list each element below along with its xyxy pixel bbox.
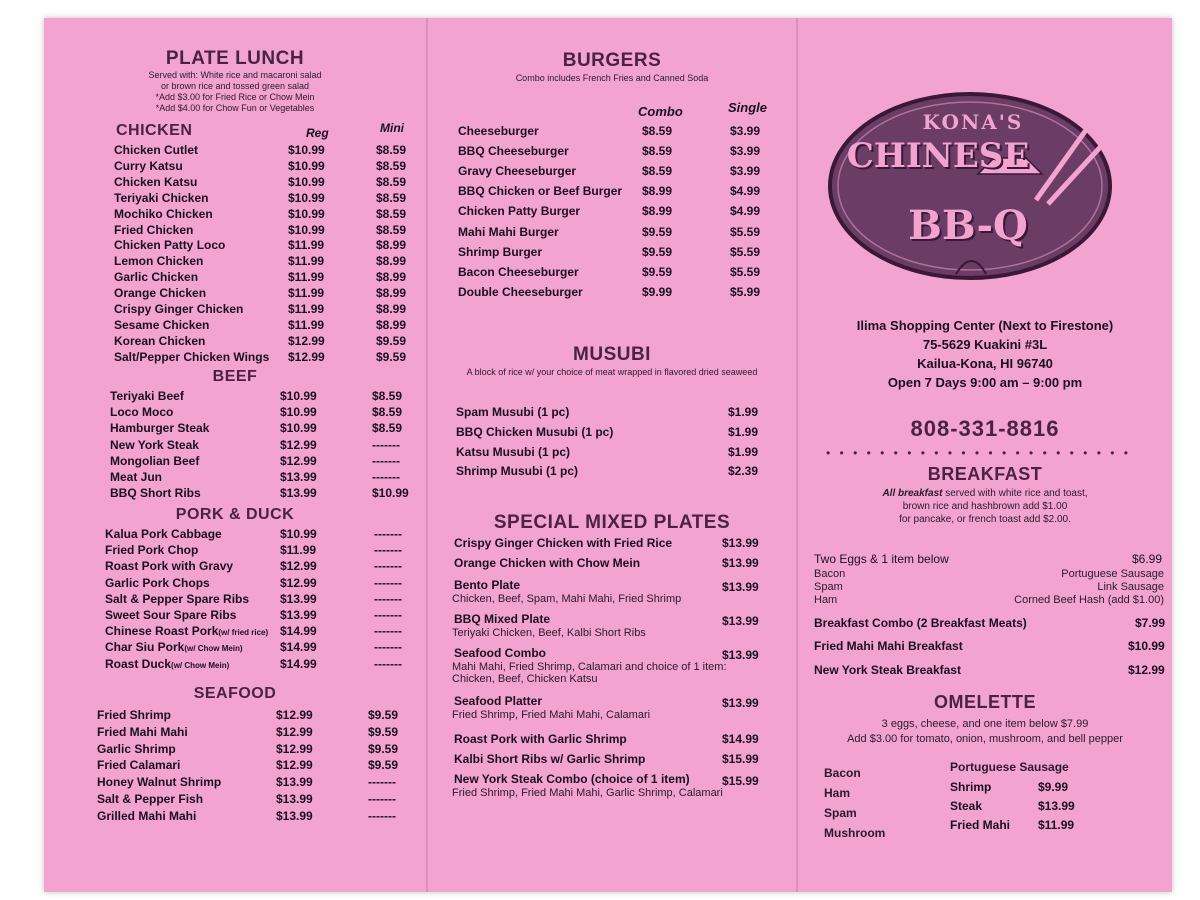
beef-row — [44, 454, 426, 470]
omelette-row — [798, 799, 1172, 815]
breakfast-price: $10.99 — [1128, 639, 1165, 653]
omelette-option: Portuguese Sausage — [950, 760, 1069, 774]
item-description: Chicken, Beef, Spam, Mahi Mahi, Fried Shrimp — [452, 593, 682, 605]
reg-price: $13.99 — [276, 775, 313, 790]
info-panel — [798, 18, 1172, 892]
item-name: Crispy Ginger Chicken with Fried Rice — [454, 536, 673, 550]
burger-row — [428, 124, 796, 140]
reg-price: $11.99 — [288, 238, 325, 253]
combo-price: $9.59 — [642, 244, 673, 259]
mixed-price: $13.99 — [722, 696, 759, 710]
reg-price: $12.99 — [276, 758, 313, 773]
breakfast-price: $12.99 — [1128, 663, 1165, 677]
item-name: Garlic Shrimp — [97, 741, 176, 756]
mini-price: $9.59 — [368, 724, 399, 739]
musubi-price: $2.39 — [728, 464, 759, 479]
reg-price: $12.99 — [280, 559, 317, 574]
reg-price: $13.99 — [280, 591, 317, 606]
single-price: $5.59 — [730, 224, 761, 239]
pork-duck-row — [44, 657, 426, 673]
mixed-price: $15.99 — [722, 774, 759, 788]
mini-price: $9.59 — [368, 741, 399, 756]
combo-price: $8.99 — [642, 204, 673, 219]
mixed-price: $13.99 — [722, 614, 759, 628]
mini-price: ------- — [368, 792, 396, 806]
chicken-title: CHICKEN — [116, 122, 193, 139]
reg-price: $13.99 — [280, 470, 317, 484]
item-name: Seafood Platter — [454, 694, 543, 708]
combo-price: $8.59 — [642, 124, 673, 138]
burger-row — [428, 225, 796, 241]
item-name: Garlic Chicken — [114, 270, 199, 285]
pork-duck-title: PORK & DUCK — [175, 506, 295, 523]
omelette-price: $13.99 — [1038, 799, 1075, 813]
reg-price: $14.99 — [280, 656, 317, 671]
item-note: (w/ fried rice) — [218, 628, 269, 638]
mixed-plate-row — [428, 578, 796, 594]
item-name: Shrimp Burger — [458, 244, 543, 259]
item-name: Roast Pork with Gravy — [105, 559, 234, 574]
item-name: BBQ Cheeseburger — [458, 144, 569, 159]
pork-duck-row — [44, 640, 426, 656]
mini-price: $8.59 — [376, 190, 407, 205]
chicken-row — [44, 334, 426, 350]
chicken-row — [44, 318, 426, 334]
item-name: Fried Pork Chop — [105, 543, 199, 558]
mini-price: ------- — [374, 656, 402, 671]
item-note: (w/ Chow Mein) — [184, 644, 243, 654]
mini-price: $9.59 — [368, 708, 399, 722]
mixed-price: $13.99 — [722, 536, 759, 550]
item-name: Shrimp — [950, 780, 992, 794]
single-price: $4.99 — [730, 204, 761, 219]
mixed-price: $13.99 — [722, 556, 759, 570]
seafood-row — [44, 792, 426, 808]
item-name: Hamburger Steak — [110, 421, 210, 436]
mixed-plate-row — [428, 694, 796, 710]
breakfast-title: BREAKFAST — [927, 464, 1043, 484]
single-price: $3.99 — [730, 144, 761, 159]
chicken-row — [44, 143, 426, 159]
combo-price: $9.99 — [642, 284, 673, 299]
pork-duck-row — [44, 592, 426, 608]
breakfast-row — [798, 663, 1172, 679]
item-name: New York Steak Combo (choice of 1 item) — [454, 772, 690, 786]
item-name: Seafood Combo — [454, 646, 546, 660]
item-name: Grilled Mahi Mahi — [97, 808, 197, 823]
item-description: Teriyaki Chicken, Beef, Kalbi Short Ribs — [452, 627, 646, 639]
item-description: Fried Shrimp, Fried Mahi Mahi, Calamari — [452, 709, 651, 721]
item-name: Fried Calamari — [97, 758, 181, 773]
pork-duck-row — [44, 527, 426, 543]
mini-price: $8.99 — [376, 317, 407, 332]
item-name: Salt & Pepper Fish — [97, 792, 204, 806]
reg-price: $11.99 — [288, 317, 325, 332]
beef-row — [44, 470, 426, 486]
burger-row — [428, 204, 796, 220]
mini-price: ------- — [368, 775, 396, 790]
plate-lunch-panel — [44, 18, 426, 892]
item-name: Salt/Pepper Chicken Wings — [114, 349, 270, 364]
breakfast-choice: Bacon — [814, 568, 846, 580]
item-name: Garlic Pork Chops — [105, 575, 210, 590]
item-name: Fried Mahi Mahi Breakfast — [814, 639, 963, 653]
musubi-price: $1.99 — [728, 424, 759, 439]
omelette-note: 3 eggs, cheese, and one item below $7.99 Add $3.00 for tomato, onion, mushroom, and bell pepper — [847, 718, 1123, 745]
breakfast-choice: Ham — [814, 594, 838, 606]
omelette-option: Mushroom — [824, 826, 886, 840]
mini-price: $8.59 — [372, 421, 403, 436]
item-name: Lemon Chicken — [114, 254, 204, 269]
mini-price: $8.59 — [376, 174, 407, 189]
musubi-row — [428, 445, 796, 461]
mixed-plate-row — [428, 732, 796, 748]
reg-price: $10.99 — [288, 222, 325, 237]
musubi-price: $1.99 — [728, 444, 759, 459]
breakfast-note: All breakfast served with white rice and toast, brown rice and hashbrown add $1.00 for pancake, or french toast add $2.00. — [882, 488, 1088, 525]
item-name: Chinese Roast Pork(w/ fried rice) — [105, 624, 269, 639]
reg-price: $11.99 — [280, 543, 317, 558]
plate-lunch-title: PLATE LUNCH — [165, 48, 305, 69]
mini-price: $8.59 — [372, 405, 403, 420]
breakfast-choice: Corned Beef Hash (add $1.00) — [1014, 594, 1164, 606]
mixed-price: $14.99 — [722, 732, 759, 746]
reg-price: $13.99 — [280, 486, 317, 501]
combo-price: $8.59 — [642, 164, 673, 179]
item-name: Shrimp Musubi (1 pc) — [456, 464, 579, 479]
item-name: Bacon Cheeseburger — [458, 264, 579, 279]
combo-price: $9.59 — [642, 264, 673, 279]
beef-row — [44, 486, 426, 502]
item-name: Roast Pork with Garlic Shrimp — [454, 732, 627, 746]
item-name: Mahi Mahi Burger — [458, 224, 559, 239]
mini-price: $8.59 — [376, 143, 407, 157]
item-name: Kalbi Short Ribs w/ Garlic Shrimp — [454, 752, 646, 766]
reg-price: $13.99 — [276, 792, 313, 806]
item-name: Spam Musubi (1 pc) — [456, 405, 570, 419]
omelette-title: OMELETTE — [934, 692, 1036, 712]
mini-price: $8.99 — [376, 302, 407, 316]
item-name: Double Cheeseburger — [458, 284, 583, 299]
chicken-row — [44, 207, 426, 223]
mixed-plate-row — [428, 646, 796, 662]
mixed-price: $13.99 — [722, 580, 759, 594]
mini-price: $8.99 — [376, 270, 407, 285]
reg-header: Reg — [306, 126, 329, 140]
musubi-row — [428, 405, 796, 421]
item-name: Sesame Chicken — [114, 317, 210, 332]
reg-price: $11.99 — [288, 270, 325, 285]
omelette-option: Ham — [824, 786, 851, 800]
breakfast-row — [798, 639, 1172, 655]
omelette-row — [798, 780, 1172, 796]
reg-price: $10.99 — [288, 190, 325, 205]
musubi-price: $1.99 — [728, 405, 759, 419]
breakfast-price: $7.99 — [1135, 616, 1166, 630]
chicken-row — [44, 302, 426, 318]
reg-price: $12.99 — [288, 349, 325, 364]
store-info — [798, 316, 1172, 392]
seafood-row — [44, 775, 426, 791]
item-name: Teriyaki Beef — [110, 389, 184, 403]
mini-price: $9.59 — [368, 758, 399, 773]
pork-duck-row — [44, 624, 426, 640]
item-name: Katsu Musubi (1 pc) — [456, 444, 571, 459]
dot-divider: • • • • • • • • • • • • • • • • • • • • • • • — [826, 446, 1131, 460]
item-name: Fried Chicken — [114, 222, 194, 237]
breakfast-row — [798, 552, 1172, 568]
single-price: $5.99 — [730, 284, 761, 299]
item-name: Chicken Patty Burger — [458, 204, 581, 219]
menu-sheet — [44, 18, 1172, 892]
item-name: BBQ Chicken or Beef Burger — [458, 184, 623, 199]
combo-price: $8.59 — [642, 144, 673, 159]
mini-header: Mini — [380, 121, 404, 135]
mixed-plate-row — [428, 612, 796, 628]
combo-price: $8.99 — [642, 184, 673, 199]
beef-row — [44, 421, 426, 437]
reg-price: $14.99 — [280, 624, 317, 639]
musubi-title: MUSUBI — [573, 344, 651, 365]
burgers-title: BURGERS — [562, 50, 662, 71]
mini-price: ------- — [374, 624, 402, 639]
middle-panel — [428, 18, 796, 892]
reg-price: $10.99 — [280, 389, 317, 403]
burger-row — [428, 245, 796, 261]
item-name: Bento Plate — [454, 578, 521, 592]
reg-price: $11.99 — [288, 254, 325, 269]
item-name: Mochiko Chicken — [114, 206, 213, 221]
breakfast-price: $6.99 — [1132, 552, 1163, 566]
breakfast-choice: Spam — [814, 581, 843, 593]
single-header: Single — [728, 100, 768, 115]
chicken-row — [44, 350, 426, 366]
beef-row — [44, 438, 426, 454]
reg-price: $11.99 — [288, 286, 325, 301]
reg-price: $12.99 — [280, 437, 317, 452]
logo-line-2: CHINESE — [846, 136, 1030, 176]
burger-row — [428, 164, 796, 180]
single-price: $5.59 — [730, 264, 761, 279]
seafood-row — [44, 809, 426, 825]
single-price: $3.99 — [730, 164, 761, 179]
logo-line-3: BB-Q — [908, 202, 1028, 249]
mixed-price: $13.99 — [722, 648, 759, 662]
mini-price: ------- — [374, 575, 402, 590]
item-name: Chicken Patty Loco — [114, 238, 226, 253]
item-name: New York Steak Breakfast — [814, 663, 961, 677]
mini-price: $8.59 — [372, 389, 403, 403]
combo-header: Combo — [638, 104, 683, 119]
mini-price: $9.59 — [376, 333, 407, 348]
omelette-price: $9.99 — [1038, 780, 1069, 794]
reg-price: $13.99 — [276, 808, 313, 823]
item-name: Orange Chicken with Chow Mein — [454, 556, 641, 570]
reg-price: $10.99 — [280, 527, 317, 541]
item-name: Char Siu Pork(w/ Chow Mein) — [105, 640, 243, 655]
mini-price: ------- — [374, 543, 402, 558]
omelette-option: Spam — [824, 806, 857, 820]
burger-row — [428, 265, 796, 281]
item-name: Korean Chicken — [114, 333, 206, 348]
mini-price: $8.99 — [376, 286, 407, 301]
reg-price: $14.99 — [280, 640, 317, 655]
omelette-row — [798, 818, 1172, 834]
mini-price: ------- — [374, 608, 402, 622]
reg-price: $11.99 — [288, 302, 325, 316]
item-name: Cheeseburger — [458, 124, 539, 138]
item-description: Mahi Mahi, Fried Shrimp, Calamari and choice of 1 item: — [452, 661, 727, 673]
mini-price: $8.59 — [376, 222, 407, 237]
single-price: $5.59 — [730, 244, 761, 259]
hours: Open 7 Days 9:00 am – 9:00 pm — [887, 375, 1083, 390]
address-line: Ilima Shopping Center (Next to Firestone) — [856, 318, 1114, 333]
mini-price: $9.59 — [376, 349, 407, 364]
phone-number: 808-331-8816 — [910, 416, 1060, 441]
chicken-row — [44, 175, 426, 191]
plate-lunch-notes: Served with: White rice and macaroni salad or brown rice and tossed green salad *Add $3.00 for Fried Rice or Chow Mein *Add $4.00 for Chow Fun or Vegetables — [148, 70, 322, 113]
combo-price: $9.59 — [642, 224, 673, 239]
burger-row — [428, 144, 796, 160]
reg-price: $10.99 — [288, 158, 325, 173]
pork-duck-row — [44, 543, 426, 559]
reg-price: $10.99 — [280, 421, 317, 436]
chicken-row — [44, 254, 426, 270]
mini-price: $8.59 — [376, 158, 407, 173]
item-description: Fried Shrimp, Fried Mahi Mahi, Garlic Shrimp, Calamari — [452, 787, 723, 799]
reg-price: $12.99 — [276, 708, 313, 722]
chicken-row — [44, 159, 426, 175]
mini-price: ------- — [372, 437, 400, 452]
item-name: Steak — [950, 799, 983, 813]
mixed-plates-title: SPECIAL MIXED PLATES — [493, 512, 731, 533]
reg-price: $12.99 — [288, 333, 325, 348]
mini-price: ------- — [372, 453, 400, 468]
breakfast-choice: Link Sausage — [1097, 581, 1164, 593]
item-name: Orange Chicken — [114, 286, 207, 301]
musubi-row — [428, 464, 796, 480]
item-name: Salt & Pepper Spare Ribs — [105, 591, 250, 606]
item-name: BBQ Mixed Plate — [454, 612, 551, 626]
single-price: $3.99 — [730, 124, 761, 138]
seafood-title: SEAFOOD — [193, 685, 277, 702]
item-name: Fried Shrimp — [97, 708, 172, 722]
item-name: Fried Mahi Mahi — [97, 724, 188, 739]
mini-price: $8.59 — [376, 206, 407, 221]
pork-duck-row — [44, 576, 426, 592]
beef-title: BEEF — [212, 368, 258, 385]
item-name: Gravy Cheeseburger — [458, 164, 577, 179]
mixed-plate-row — [428, 556, 796, 572]
item-name: Teriyaki Chicken — [114, 190, 209, 205]
item-name: Breakfast Combo (2 Breakfast Meats) — [814, 616, 1027, 630]
address-line: Kailua-Kona, HI 96740 — [917, 356, 1053, 371]
mini-price: $10.99 — [372, 486, 409, 501]
burger-row — [428, 285, 796, 301]
reg-price: $10.99 — [288, 174, 325, 189]
pork-duck-row — [44, 608, 426, 624]
mini-price: ------- — [374, 527, 402, 541]
reg-price: $10.99 — [288, 143, 325, 157]
omelette-price: $11.99 — [1038, 818, 1075, 832]
item-name: New York Steak — [110, 437, 199, 452]
breakfast-choice: Portuguese Sausage — [1061, 568, 1164, 580]
pork-duck-row — [44, 559, 426, 575]
item-name: Honey Walnut Shrimp — [97, 775, 222, 790]
item-name: Loco Moco — [110, 405, 174, 420]
chicken-row — [44, 238, 426, 254]
seafood-row — [44, 758, 426, 774]
item-description: Chicken, Beef, Chicken Katsu — [452, 673, 598, 685]
item-name: Mongolian Beef — [110, 453, 200, 468]
chicken-row — [44, 286, 426, 302]
reg-price: $13.99 — [280, 608, 317, 622]
mixed-plate-row — [428, 772, 796, 788]
mini-price: ------- — [374, 559, 402, 574]
mini-price: ------- — [368, 808, 396, 823]
address-line: 75-5629 Kuakini #3L — [922, 337, 1048, 352]
item-note: (w/ Chow Mein) — [171, 660, 230, 670]
beef-row — [44, 405, 426, 421]
breakfast-row — [798, 616, 1172, 632]
item-name: Two Eggs & 1 item below — [814, 552, 949, 566]
item-name: Chicken Katsu — [114, 174, 198, 189]
mini-price: $8.99 — [376, 254, 407, 269]
item-name: Chicken Cutlet — [114, 143, 199, 157]
item-name: BBQ Chicken Musubi (1 pc) — [456, 424, 614, 439]
omelette-option: Bacon — [824, 766, 861, 780]
reg-price: $12.99 — [276, 724, 313, 739]
item-name: Crispy Ginger Chicken — [114, 302, 244, 316]
reg-price: $12.99 — [280, 575, 317, 590]
chicken-row — [44, 223, 426, 239]
item-name: Meat Jun — [110, 470, 163, 484]
mixed-plate-row — [428, 536, 796, 552]
chicken-row — [44, 270, 426, 286]
item-name: Kalua Pork Cabbage — [105, 527, 222, 541]
reg-price: $10.99 — [280, 405, 317, 420]
burgers-note: Combo includes French Fries and Canned Soda — [515, 73, 709, 83]
chicken-row — [44, 191, 426, 207]
mixed-price: $15.99 — [722, 752, 759, 766]
mini-price: $8.99 — [376, 238, 407, 253]
item-name: Roast Duck(w/ Chow Mein) — [105, 656, 230, 671]
item-name: Fried Mahi — [950, 818, 1011, 832]
reg-price: $12.99 — [276, 741, 313, 756]
seafood-row — [44, 725, 426, 741]
item-name: Sweet Sour Spare Ribs — [105, 608, 237, 622]
reg-price: $12.99 — [280, 453, 317, 468]
reg-price: $10.99 — [288, 206, 325, 221]
mini-price: ------- — [374, 591, 402, 606]
item-name: Curry Katsu — [114, 158, 183, 173]
mini-price: ------- — [374, 640, 402, 655]
musubi-row — [428, 425, 796, 441]
seafood-row — [44, 708, 426, 724]
seafood-row — [44, 742, 426, 758]
single-price: $4.99 — [730, 184, 761, 199]
mixed-plate-row — [428, 752, 796, 768]
logo-line-1: KONA'S — [922, 110, 1024, 134]
item-name: BBQ Short Ribs — [110, 486, 201, 501]
mini-price: ------- — [372, 470, 400, 484]
musubi-note: A block of rice w/ your choice of meat wrapped in flavored dried seaweed — [466, 367, 758, 377]
burger-row — [428, 184, 796, 200]
beef-row — [44, 389, 426, 405]
